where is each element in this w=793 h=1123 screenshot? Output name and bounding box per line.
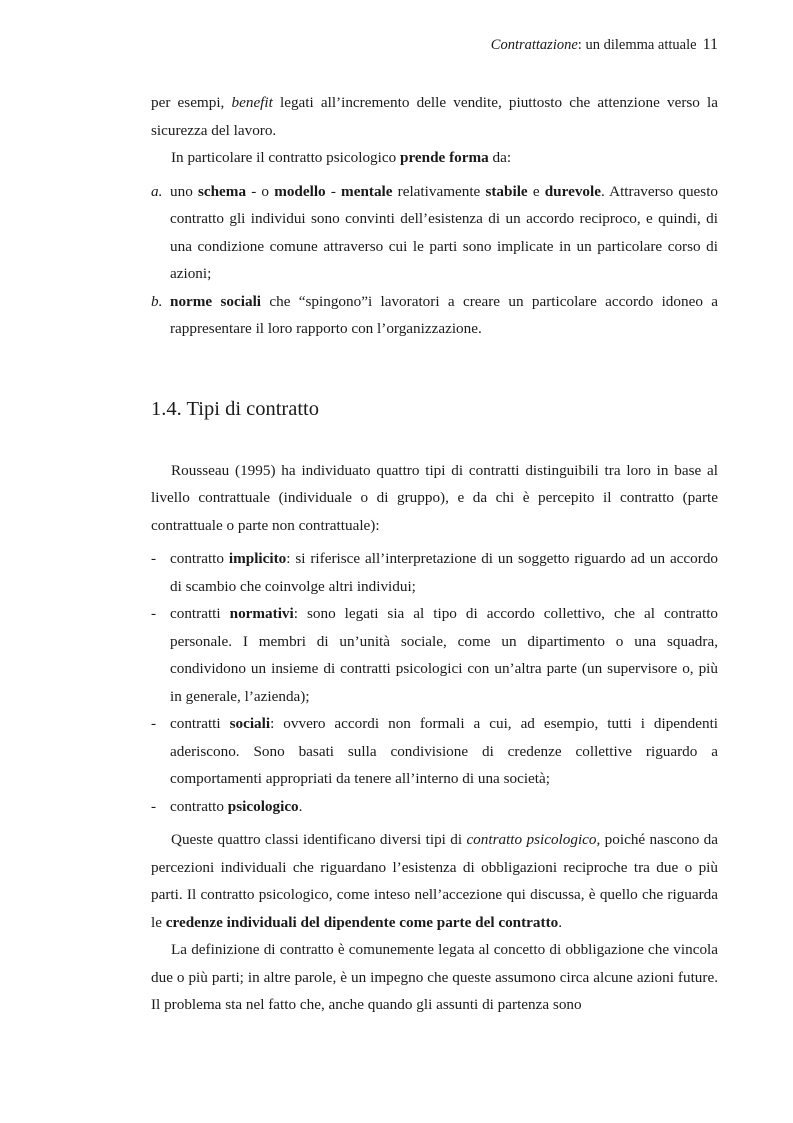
text-run: : si riferisce all’interpretazione di un soggetto riguardo ad un accordo di scambio che coinvolge altri individui;	[170, 550, 719, 595]
section-paragraph-3	[151, 936, 718, 1019]
text-run: contratti	[170, 605, 230, 622]
list-item	[151, 288, 718, 343]
list-item	[151, 793, 718, 821]
text-run: contratto	[170, 797, 228, 815]
list-marker: -	[151, 605, 157, 622]
bold-term: mentale	[341, 182, 393, 200]
bold-term: normativi	[229, 605, 294, 622]
text-run: legati all’incremento delle vendite, piuttosto che attenzione verso la sicurezza del lavoro.	[151, 94, 718, 139]
text-run: In particolare il contratto psicologico	[171, 149, 400, 166]
italic-term: benefit	[231, 94, 273, 111]
bold-term: modello	[274, 182, 326, 200]
text-run: . Attraverso questo contratto gli individui sono convinti dell’esistenza di un accordo reciproco, e quindi, di una condizione comune attraverso cui le parti sono implicate in un particolare corso di azioni;	[170, 182, 719, 282]
bold-term: durevole	[544, 182, 601, 200]
bold-term: credenze individuali del dipendente come parte del contratto	[165, 913, 559, 931]
page-number: 11	[702, 36, 718, 53]
bold-term: psicologico	[227, 797, 299, 815]
header-title: Contrattazione: un dilemma attuale	[490, 37, 697, 53]
text-run: per esempi,	[151, 94, 232, 111]
list-marker: b.	[151, 292, 163, 310]
section-paragraph-2	[151, 826, 718, 936]
text-run: Queste quattro classi identificano diversi tipi di	[171, 831, 467, 848]
bold-term: stabile	[485, 182, 528, 200]
bold-term: norme sociali	[170, 292, 262, 310]
text-run: La definizione di contratto è comunemente legata al concetto di obbligazione che vincola due o più parti; in altre parole, è un impegno che queste assumono circa alcune azioni future. Il problema sta nel fatto che, anche quando gli assunti di partenza sono	[151, 941, 718, 1013]
section-paragraph-1	[151, 457, 718, 540]
bold-term: prende forma	[400, 149, 489, 166]
italic-term: contratto psicologico	[466, 831, 597, 848]
text-run: e	[527, 182, 545, 200]
bold-term: schema	[197, 182, 247, 200]
bold-term: sociali	[229, 715, 271, 732]
list-item	[151, 710, 718, 793]
list-marker: a.	[151, 182, 163, 200]
section-heading: 1.4. Tipi di contratto	[151, 397, 320, 420]
text-run: : sono legati sia al tipo di accordo collettivo, che al contratto personale. I membri di un’unità sociale, come un dipartimento o una squadra, condividono un insieme di contratti psicologici con un’altra parte (un supervisore o, più in generale, l’azienda);	[170, 605, 719, 705]
intro-paragraph-1	[151, 89, 718, 144]
dash-list	[151, 545, 718, 820]
list-item	[151, 600, 718, 710]
text-run: contratti	[170, 715, 230, 732]
text-run: -	[325, 182, 342, 200]
text-run: Rousseau (1995) ha individuato quattro tipi di contratti distinguibili tra loro in base al livello contrattuale (individuale o di gruppo), e da chi è percepito il contratto (parte contrattuale o parte non contrattuale):	[151, 461, 718, 534]
bold-term: implicito	[228, 550, 287, 567]
text-run: uno	[170, 182, 198, 200]
lettered-list	[151, 178, 718, 343]
text-run: , poiché nascono da percezioni individuali che riguardano l’esistenza di obbligazioni reciproche tra due o più parti. Il contratto psicologico, come inteso nell’accezione qui discussa, è quello che riguarda le	[151, 831, 718, 931]
list-marker: -	[151, 797, 157, 815]
running-header	[491, 36, 718, 54]
intro-paragraph-2	[151, 144, 718, 172]
list-marker: -	[151, 715, 157, 732]
list-item	[151, 178, 718, 288]
page-body	[151, 89, 718, 1019]
text-run: che “spingono”i lavoratori a creare un particolare accordo idoneo a rappresentare il loro rapporto con l’organizzazione.	[170, 292, 719, 337]
text-run: : ovvero accordi non formali a cui, ad esempio, tutti i dipendenti aderiscono. Sono basati sulla condivisione di credenze collettive riguardo a comportamenti appropriati da tenere all’interno di una società;	[170, 715, 719, 787]
text-run: contratto	[170, 550, 229, 567]
text-run: .	[558, 913, 563, 931]
text-run: da:	[488, 149, 512, 166]
list-marker: -	[151, 550, 157, 567]
text-run: relativamente	[392, 182, 486, 200]
list-item	[151, 545, 718, 600]
text-run: - o	[246, 182, 275, 200]
text-run: .	[298, 797, 303, 815]
